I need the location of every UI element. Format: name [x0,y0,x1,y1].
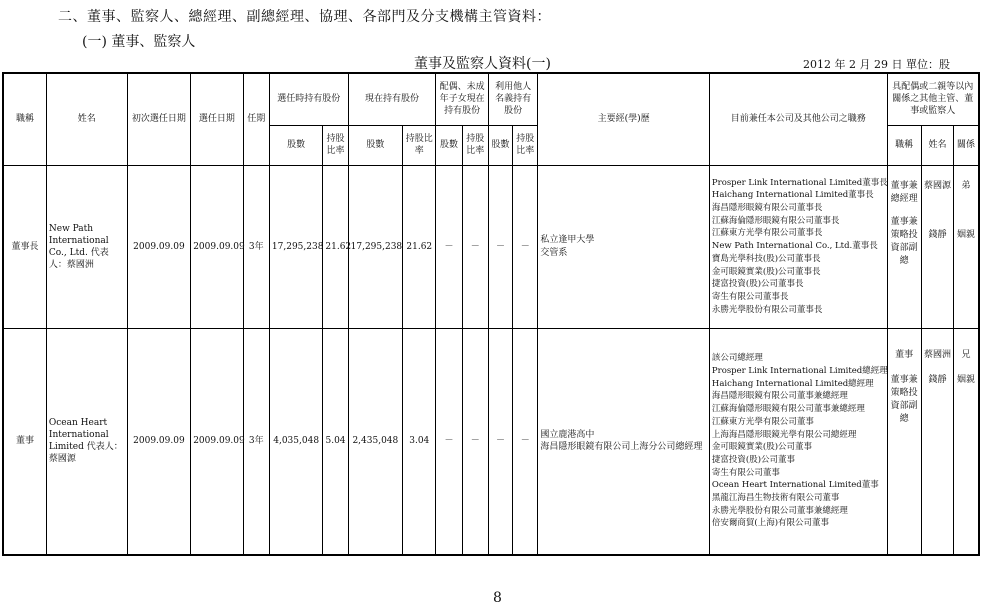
concurrent-line: 寄生有限公司董事 [711,467,780,478]
col-shares: 股數 [348,125,402,165]
row-term: 3年 [243,165,269,328]
relative-title: 董事兼總經理 [890,180,918,204]
row-spouse-ratio: － [462,328,488,555]
col-shares: 股數 [269,125,322,165]
concurrent-line: 金可眼鏡實業(股)公司董事 [711,442,813,453]
row-shares-at-election: 17,295,238 [269,165,322,328]
relative-name: 錢靜 [928,229,947,240]
col-education: 主要經(學)歷 [538,73,710,165]
relative-relations [954,328,979,555]
row-title: 董事長 [3,165,46,328]
concurrent-line: 黑龍江海昌生物技術有限公司董事 [711,493,840,504]
relative-name: 蔡國洲 [923,349,951,360]
relative-names [921,328,953,555]
table-row [3,165,979,328]
education-line: 海昌隱形眼鏡有限公司上海分公司總經理 [540,442,703,453]
col-shares: 股數 [436,125,462,165]
col-rel-name: 姓名 [921,125,953,165]
relative-title: 董事兼策略投資部副總 [890,374,918,424]
row-current-ratio: 21.62 [403,165,436,328]
row-shares-at-election: 4,035,048 [269,328,322,555]
concurrent-line: 金可眼鏡實業(股)公司董事長 [711,266,821,277]
col-shares-at-election: 選任時持有股份 [269,73,348,125]
row-elected: 2009.09.09 [191,328,243,555]
row-spouse-shares: － [436,165,462,328]
concurrent-line: 該公司總經理 [711,353,763,364]
concurrent-line: Prosper Link International Limited董事長 [711,177,888,188]
col-ratio: 持股比率 [462,125,488,165]
concurrent-line: 海昌隱形眼鏡有限公司董事兼總經理 [711,391,848,402]
relative-name: 錢靜 [928,374,947,385]
concurrent-line: 捷富投資(股)公司董事長 [711,279,804,290]
relative-titles [887,165,921,328]
relative-relation: 兄 [961,349,971,360]
col-first-elected: 初次選任日期 [127,73,191,165]
col-relatives: 具配偶或二親等以內關係之其他主管、董事或監察人 [887,73,979,125]
table-title: 董事及監察人資料(一) [414,56,551,72]
concurrent-line: 上海海昌隱形眼鏡光學有限公司總經理 [711,429,857,440]
row-education [538,328,710,555]
directors-table [2,72,980,556]
concurrent-line: 江蘇海倫隱形眼鏡有限公司董事兼總經理 [711,404,865,415]
relative-name: 蔡國源 [923,180,951,191]
relative-relation: 姻親 [957,374,976,385]
col-rel-relation: 關係 [954,125,979,165]
education-line: 交管系 [540,247,568,258]
education-line: 國立鹿港高中 [540,430,595,441]
row-current-ratio: 3.04 [403,328,436,555]
col-spouse-minor: 配偶、未成年子女現在持有股份 [436,73,488,125]
page-number: 8 [493,590,502,606]
concurrent-line: Prosper Link International Limited總經理 [711,366,888,377]
row-elected: 2009.09.09 [191,165,243,328]
concurrent-line: Ocean Heart International Limited董事 [711,480,879,491]
concurrent-line: Haichang International Limited總經理 [711,378,874,389]
row-nominee-shares: － [488,165,512,328]
relative-title: 董事 [895,349,914,360]
row-spouse-shares: － [436,328,462,555]
education-line: 私立逢甲大學 [540,234,595,245]
concurrent-line: 永勝光學股份有限公司董事兼總經理 [711,505,848,516]
row-first-elected: 2009.09.09 [127,328,191,555]
col-rel-title: 職稱 [887,125,921,165]
col-current-shares: 現在持有股份 [348,73,436,125]
col-ratio: 持股比率 [323,125,348,165]
relative-relation: 弟 [961,180,971,191]
concurrent-line: 捷富投資(股)公司董事 [711,454,796,465]
row-nominee-ratio: － [513,328,538,555]
concurrent-line: 江蘇東方光學有限公司董事長 [711,228,823,239]
concurrent-line: 寶島光學科技(股)公司董事長 [711,253,821,264]
row-ratio-at-election: 21.62 [323,165,348,328]
concurrent-line: 江蘇海倫隱形眼鏡有限公司董事長 [711,215,840,226]
row-first-elected: 2009.09.09 [127,165,191,328]
concurrent-line: 永勝光學股份有限公司董事長 [711,304,823,315]
relative-names [921,165,953,328]
table-row [3,328,979,555]
row-education [538,165,710,328]
col-ratio: 持股比率 [513,125,538,165]
row-spouse-ratio: － [462,165,488,328]
report-date: 2012 年 2 月 29 日 [803,58,903,71]
row-current-shares: 2,435,048 [348,328,402,555]
relative-titles [887,328,921,555]
concurrent-line: 寄生有限公司董事長 [711,291,789,302]
col-elected: 選任日期 [191,73,243,165]
col-ratio: 持股比率 [403,125,436,165]
col-nominee: 利用他人名義持有股份 [488,73,537,125]
col-concurrent: 目前兼任本公司及其他公司之職務 [709,73,887,165]
section-heading: 二、董事、監察人、總經理、副總經理、協理、各部門及分支機構主管資料： [58,9,551,25]
row-nominee-ratio: － [513,165,538,328]
row-ratio-at-election: 5.04 [323,328,348,555]
concurrent-line: Haichang International Limited董事長 [711,190,874,201]
relative-relations [954,165,979,328]
col-shares: 股數 [488,125,512,165]
row-name: Ocean Heart International Limited 代表人：蔡國源 [46,328,127,555]
unit-label: 單位：股 [906,58,950,71]
relative-title: 董事兼策略投資部副總 [890,216,918,266]
row-nominee-shares: － [488,328,512,555]
concurrent-line: New Path International Co., Ltd.董事長 [711,241,878,252]
row-name: New Path International Co., Ltd. 代表人：蔡國洲 [46,165,127,328]
col-term: 任期 [243,73,269,165]
row-current-shares: 17,295,238 [348,165,402,328]
col-title: 職稱 [3,73,46,165]
row-title: 董事 [3,328,46,555]
row-term: 3年 [243,328,269,555]
concurrent-line: 海昌隱形眼鏡有限公司董事長 [711,203,823,214]
relative-relation: 姻親 [957,229,976,240]
row-concurrent [709,328,887,555]
subsection-heading: (一) 董事、監察人 [82,34,196,50]
row-concurrent [709,165,887,328]
concurrent-line: 倍安爾商貿(上海)有限公司董事 [711,518,830,529]
col-name: 姓名 [46,73,127,165]
concurrent-line: 江蘇東方光學有限公司董事 [711,416,814,427]
